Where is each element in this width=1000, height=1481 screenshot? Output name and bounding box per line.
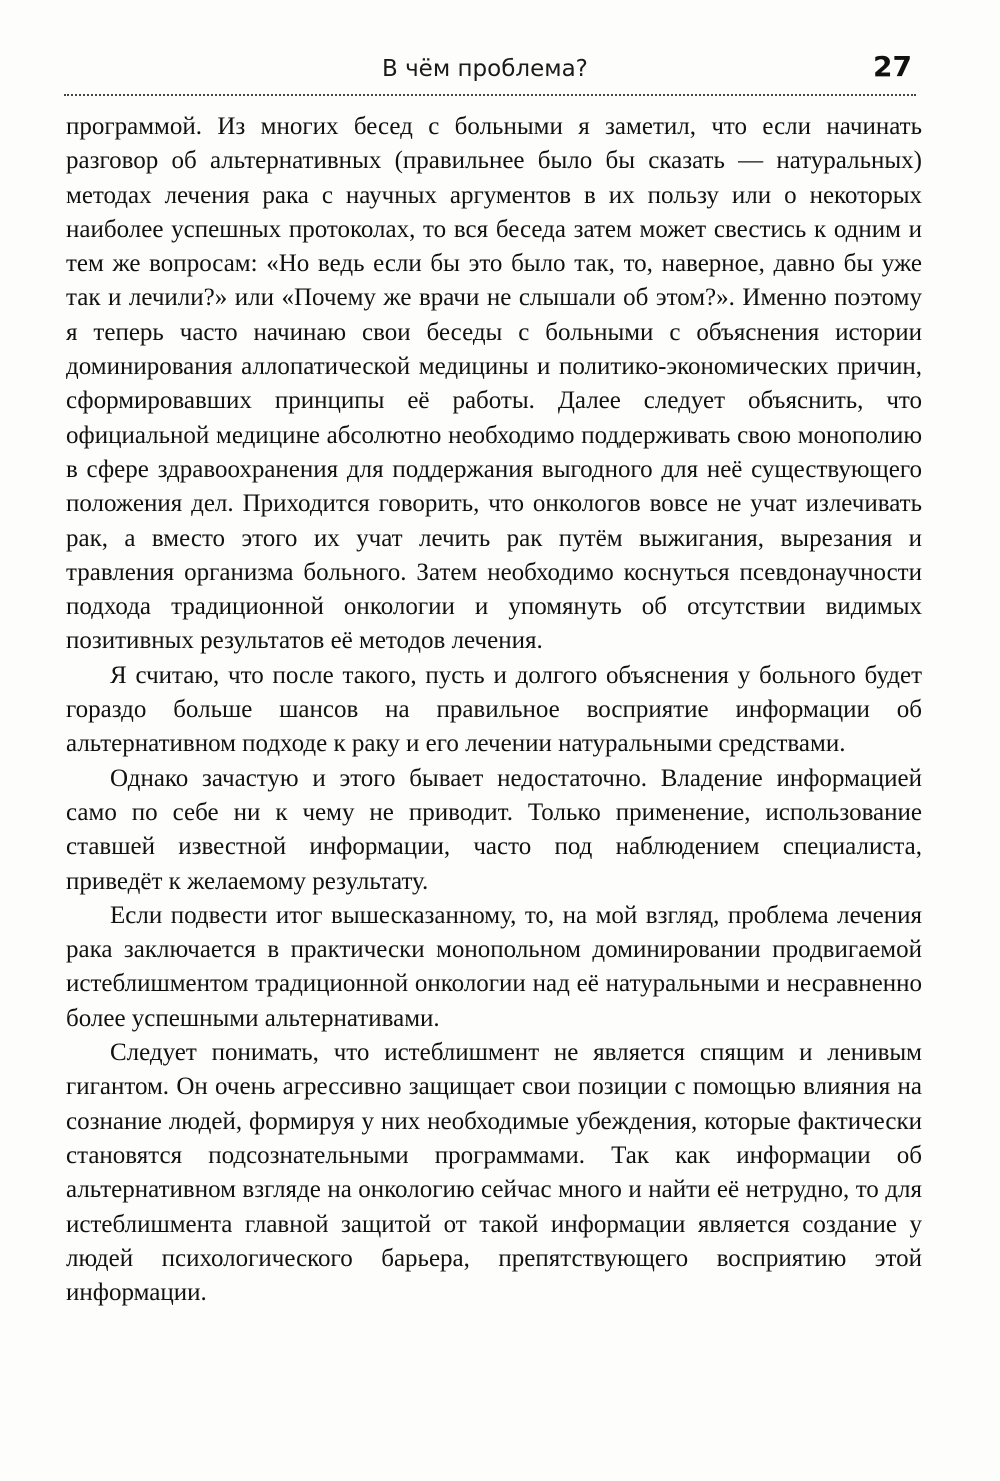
paragraph: Если подвести итог вышесказанному, то, на мой взгляд, проблема лечения рака заключается в практически монопольном доминировании продвигаемой истеблишментом традиционной онкологии над её натуральными и несравненно более успешными альтернативами. (66, 901, 922, 1032)
paragraph: Однако зачастую и этого бывает недостаточно. Владение информацией само по себе ни к чему не приводит. Только применение, использование ставшей известной информации, часто под наблюдением специалиста, приведёт к желаемому результату. (66, 764, 922, 895)
page-number: 27 (873, 50, 912, 83)
body-text (66, 110, 922, 1310)
section-title: В чём проблема? (382, 56, 588, 82)
running-head (64, 48, 916, 96)
paragraph: Следует понимать, что истеблишмент не является спящим и ленивым гигантом. Он очень агрессивно защищает свои позиции с помощью влияния на сознание людей, формируя у них необходимые убеждения, которые фактически становятся подсознательными программами. Так как информации об альтернативном взгляде на онкологию сейчас много и найти её нетрудно, то для истеблишмента главной защитой от такой информации является создание у людей психологического барьера, препятствующего восприятию этой информации. (66, 1039, 922, 1307)
paragraph-continued: программой. Из многих бесед с больными я заметил, что если начинать разговор об альтернативных (правильнее было бы сказать — натуральных) методах лечения рака с научных аргументов в их пользу или о некоторых наиболее успешных протоколах, то вся беседа затем может свестись к одним и тем же вопросам: «Но ведь если бы это было так, то, наверное, давно бы уже так и лечили?» или «Почему же врачи не слышали об этом?». Именно поэтому я теперь часто начинаю свои беседы с больными с объяснения истории доминирования аллопатической медицины и политико-экономических причин, сформировавших принципы её работы. Далее следует объяснить, что официальной медицине абсолютно необходимо поддерживать свою монополию в сфере здравоохранения для поддержания выгодного для неё существующего положения дел. Приходится говорить, что онкологов вовсе не учат излечивать рак, а вместо этого их учат лечить рак путём выжигания, вырезания и травления организма больного. Затем необходимо коснуться псевдонаучности подхода традиционной онкологии и упомянуть об отсутствии видимых позитивных результатов её методов лечения. (66, 113, 922, 655)
paragraph: Я считаю, что после такого, пусть и долгого объяснения у больного будет гораздо больше шансов на правильное восприятие информации об альтернативном подходе к раку и его лечении натуральными средствами. (66, 661, 922, 758)
